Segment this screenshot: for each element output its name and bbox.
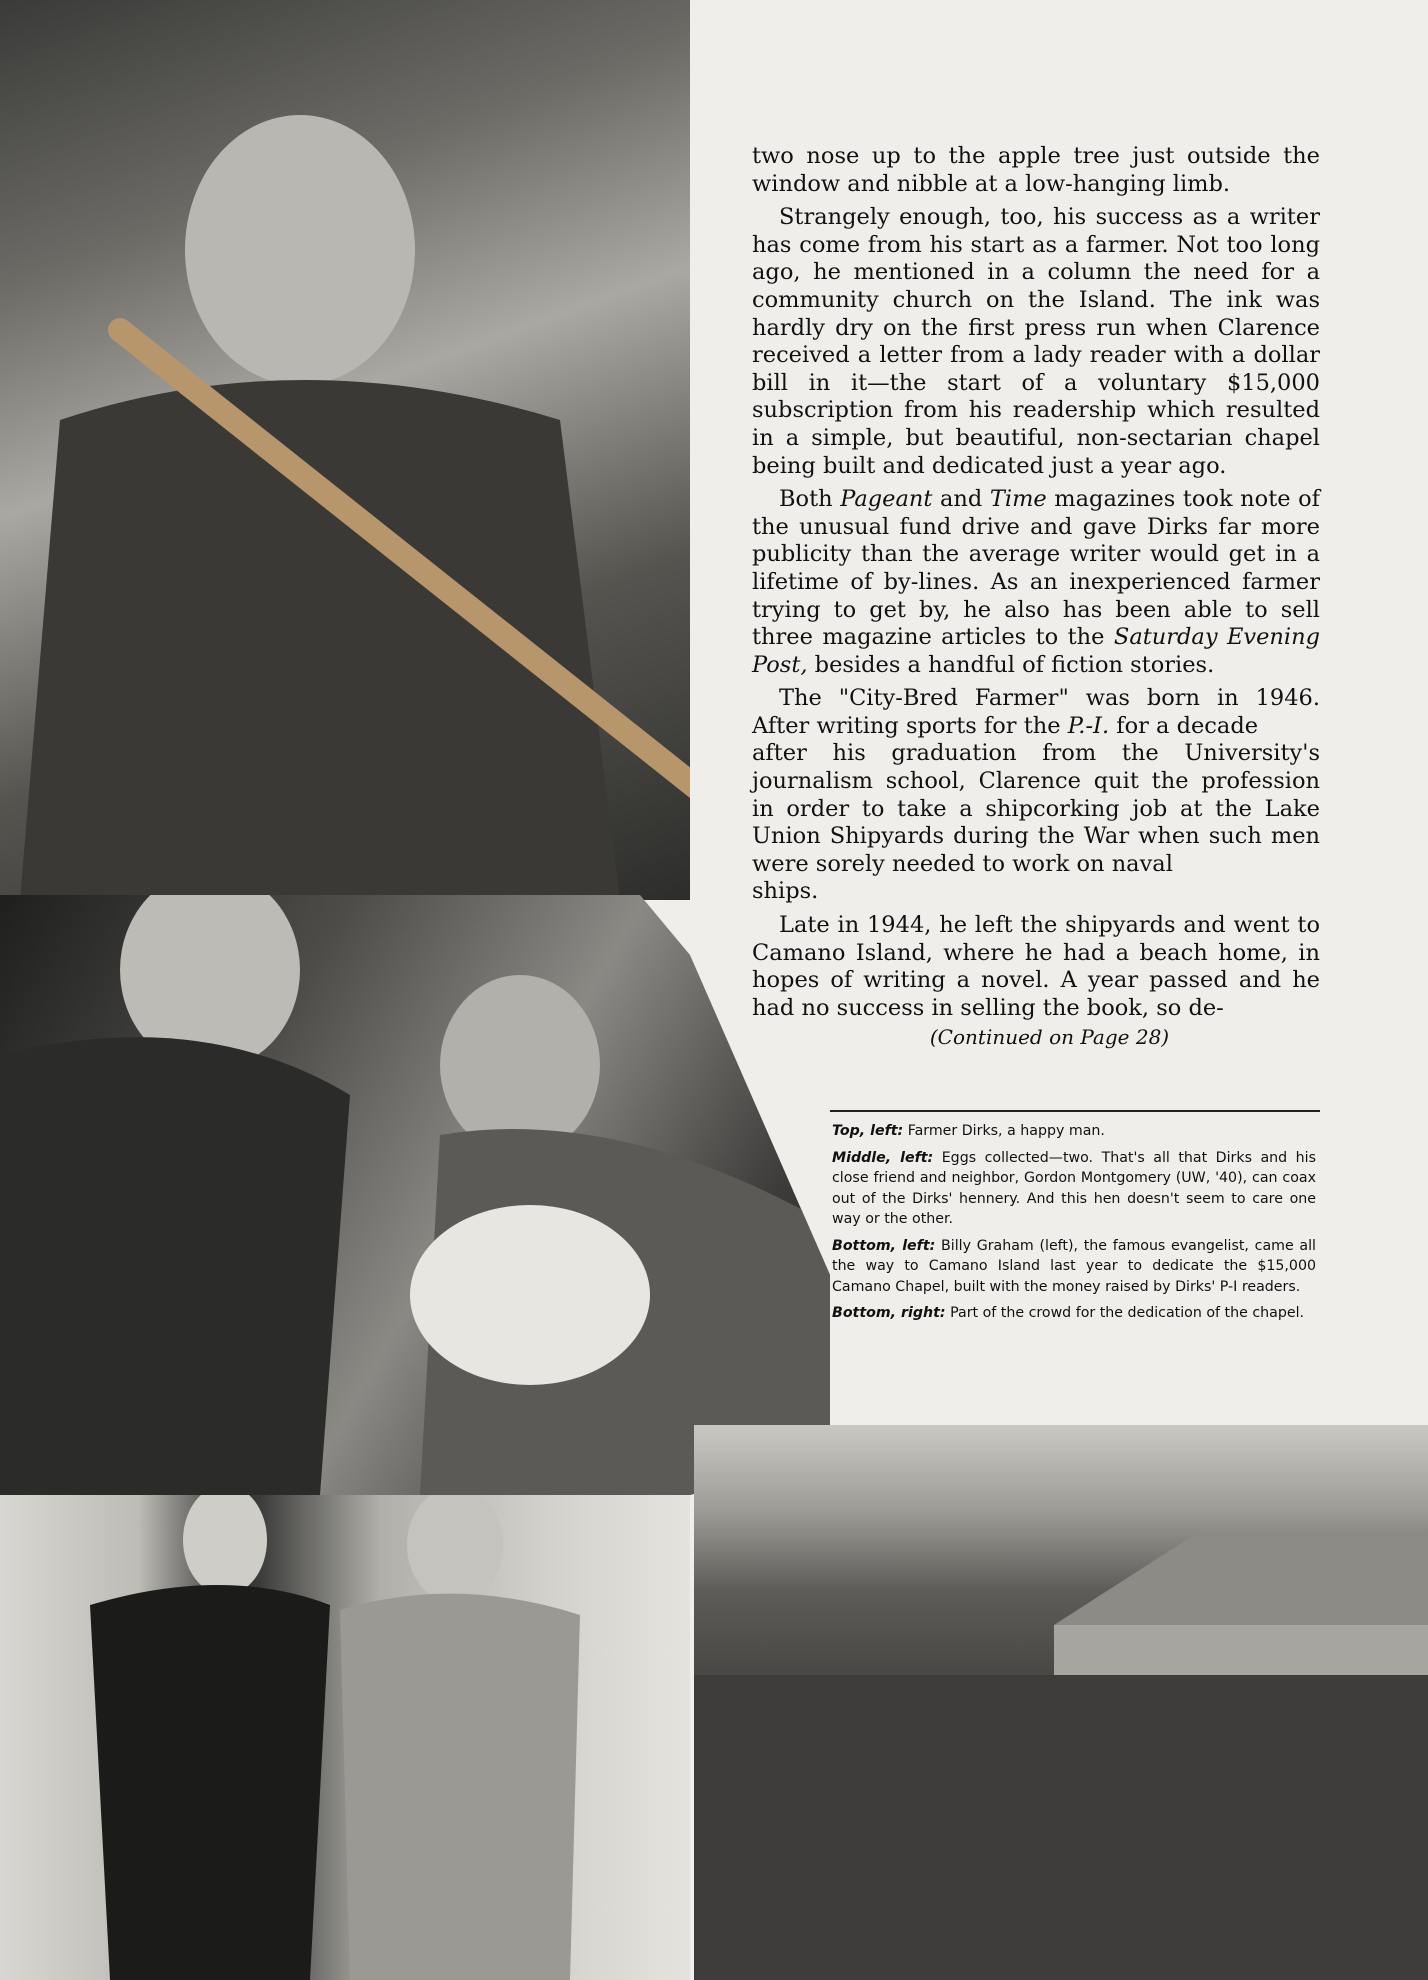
article-paragraph: Late in 1944, he left the shipyards and went to Camano Island, where he had a beach home, in hopes of writing a novel. A year passed and he had no success in selling the book, so de- [752,912,1320,1021]
photo-chapel-crowd-scene [694,1425,1428,1980]
caption-bottom-right [832,1303,1316,1324]
caption-top-left [832,1121,1316,1142]
article-text: Both [779,486,841,513]
photo-farmer-dirks-figure [0,0,690,900]
caption-text: Eggs collected—two. That's all that Dirks and his close friend and neighbor, Gordon Montgomery (UW, '40), can coax out of the Dirks' hennery. And this hen doesn't seem to care one way or the other. [832,1149,1316,1227]
continued-note: (Continued on Page 28) [929,1025,1170,1050]
caption-text: Farmer Dirks, a happy man. [907,1123,1105,1139]
photo-eggs-collected [0,895,830,1495]
article-paragraph-wrapped: after his graduation from the University's journalism school, Clarence quit the profession in order to take a shipcorking job at the Lake Union Shipyards during the War when such men were sorely needed to work on naval [752,740,1320,877]
article-body [752,143,1320,1058]
magazine-title: Pageant [840,486,933,513]
caption-text: Part of the crowd for the dedication of the chapel. [950,1305,1305,1321]
magazine-title: Time [989,486,1047,513]
article-paragraph [752,486,1320,679]
caption-label: Middle, left: [832,1149,934,1166]
article-paragraph: two nose up to the apple tree just outside the window and nibble at a low-hanging limb. [752,143,1320,197]
photo-billy-graham-and-dirks [0,1495,690,1980]
article-text: besides a handful of fiction stories. [807,651,1215,678]
caption-label: Bottom, right: [832,1305,946,1321]
photo-farmer-dirks [0,0,690,900]
caption-bottom-left [832,1236,1316,1298]
article-paragraph: Strangely enough, too, his success as a writer has come from his start as a farmer. Not too long ago, he mentioned in a column the need for a community church on the Island. The ink was hardly dry on the first press run when Clarence received a letter from a lady reader with a dollar bill in it—the start of a voluntary $15,000 subscription from his readership which resulted in a simple, but beautiful, non-sectarian chapel being built and dedicated just a year ago. [752,204,1320,479]
photo-chapel-crowd [694,1425,1428,1980]
caption-divider [830,1110,1320,1112]
article-paragraph-end: ships. [752,878,819,905]
caption-label: Bottom, left: [832,1237,936,1254]
caption-text: Billy Graham (left), the famous evangelist, came all the way to Camano Island last year to dedicate the $15,000 Camano Chapel, built with the money raised by Dirks' P-I readers. [832,1237,1316,1295]
article-paragraph [752,685,1320,740]
newspaper-title: P.-I. [1067,712,1110,739]
article-text: The "City-Bred Farmer" was born in 1946. After writing sports for the [752,685,1320,739]
article-text: magazines took note of the unusual fund drive and gave Dirks far more publicity than the average writer would get in a lifetime of by-lines. As an inexperienced farmer trying to get by, he also has been able to sell three magazine articles to the [752,486,1320,651]
caption-label: Top, left: [832,1123,904,1139]
photo-captions [832,1121,1316,1330]
caption-middle-left [832,1148,1316,1230]
magazine-title: Saturday Evening Post, [752,624,1320,678]
article-text: for a decade [1109,712,1259,739]
photo-eggs-collected-figures [0,895,830,1495]
article-text: and [932,486,990,513]
photo-billy-graham-and-dirks-figures [0,1495,690,1980]
